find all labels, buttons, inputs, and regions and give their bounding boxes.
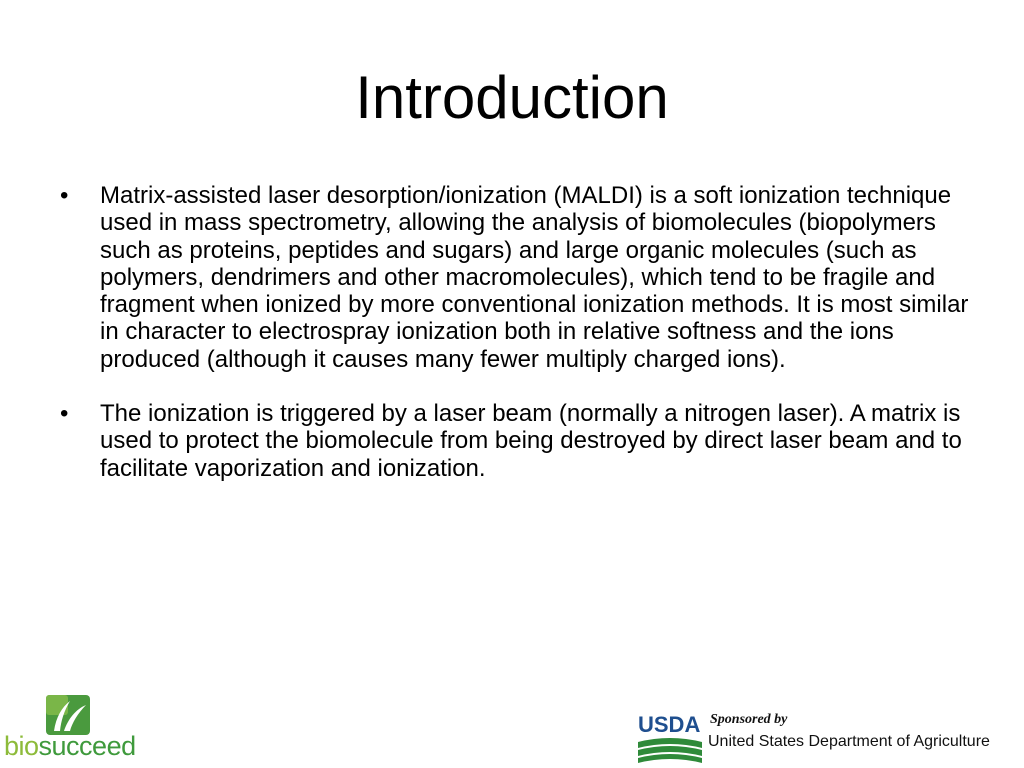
usda-logo-text: USDA [638, 712, 701, 737]
bullet-dot-icon: • [60, 182, 69, 209]
sponsored-by-label: Sponsored by [710, 712, 788, 727]
leaf-icon [46, 695, 90, 735]
usda-logo-icon [638, 708, 702, 764]
biosucceed-text-bio: bio [4, 731, 39, 761]
biosucceed-wordmark [4, 732, 136, 760]
bullet-dot-icon: • [60, 400, 69, 428]
usda-department-name: United States Department of Agriculture [708, 733, 990, 750]
usda-sponsor-block [638, 708, 1024, 768]
bullet-list [56, 182, 971, 509]
bullet-item [56, 400, 971, 482]
biosucceed-logo [0, 692, 140, 764]
bullet-item [56, 182, 971, 373]
biosucceed-text-succeed: succeed [38, 731, 136, 761]
bullet-text: Matrix-assisted laser desorption/ionization (MALDI) is a soft ionization technique used in mass spectrometry, allowing the analysis of biomolecules (biopolymers such as proteins, peptides and sugars) and large organic molecules (such as polymers, dendrimers and other macromolecules), which tend to be fragile and fragment when ionized by more conventional ionization methods. It is most similar in character to electrospray ionization both in relative softness and the ions produced (although it causes many fewer multiply charged ions). [100, 182, 969, 373]
slide-title: Introduction [355, 64, 669, 131]
bullet-text: The ionization is triggered by a laser beam (normally a nitrogen laser). A matrix is used to protect the biomolecule from being destroyed by direct laser beam and to facilitate vaporization and ionization. [100, 400, 962, 482]
